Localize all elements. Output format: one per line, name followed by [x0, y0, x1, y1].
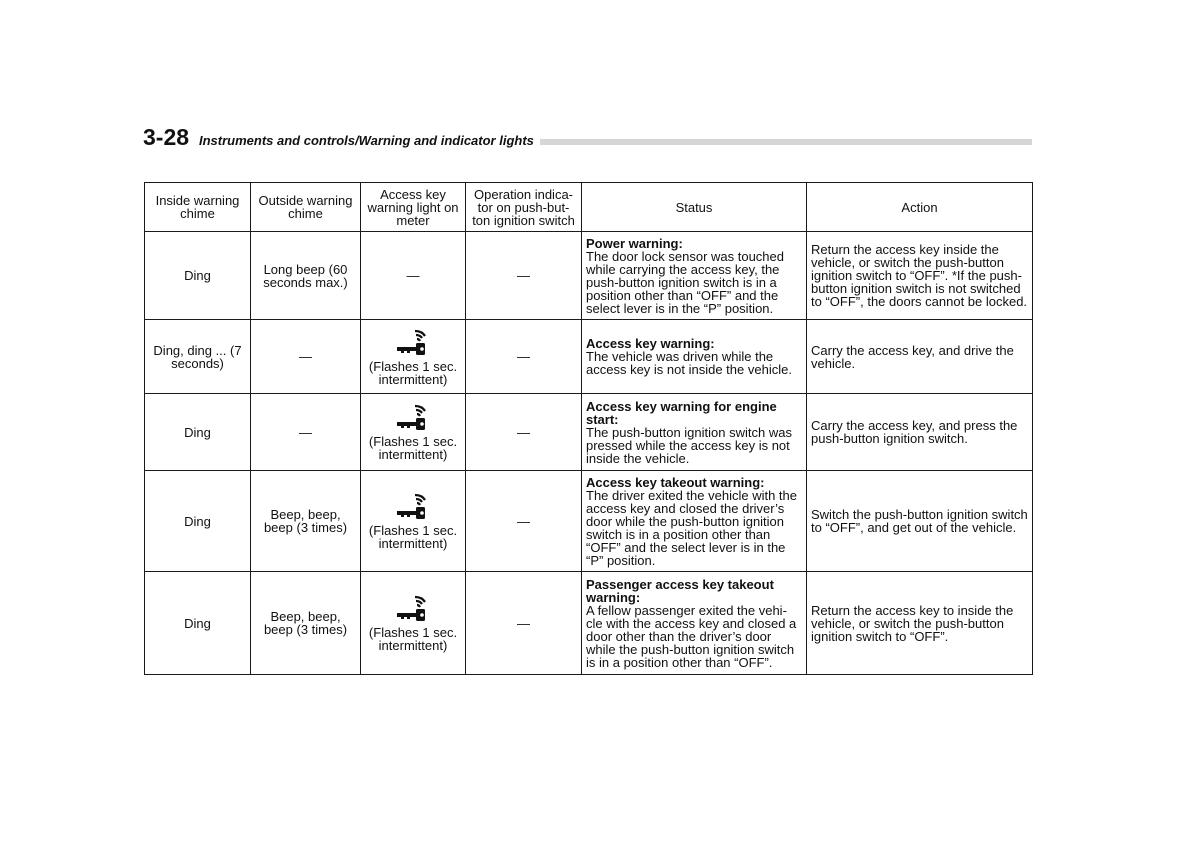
- status-text: The push-button ignition switch was pressed while the access key is not inside the vehicle.: [586, 424, 792, 466]
- status-title: Access key warning for engine start:: [586, 398, 777, 427]
- status-text: The door lock sensor was touched while carrying the access key, the push-button ignition switch is in a position other than “OFF” and the select lever is in the “P” position.: [586, 248, 784, 316]
- cell-status: [582, 320, 807, 394]
- cell-action: Return the access key inside the vehicle, or switch the push-button ignition switch to “OFF”. *If the push-button ignition switch is not switched to “OFF”, the doors cannot be locked.: [807, 232, 1033, 320]
- cell-status: [582, 471, 807, 572]
- cell-inside-chime: Ding, ding ... (7 seconds): [145, 320, 251, 394]
- cell-inside-chime: Ding: [145, 232, 251, 320]
- cell-action: Switch the push-button ignition switch to “OFF”, and get out of the vehicle.: [807, 471, 1033, 572]
- cell-outside-chime: —: [251, 320, 361, 394]
- status-text: The vehicle was driven while the access key is not inside the vehicle.: [586, 349, 792, 377]
- access-key-warning-icon: [395, 492, 431, 520]
- status-text: A fellow passenger exited the vehi- cle with the access key and closed a door other than the driver’s door while the push-button ignition switch is in a position other than “OFF”.: [586, 602, 797, 670]
- column-header-inside-chime: Inside warning chime: [145, 183, 251, 232]
- table-row: [145, 572, 1033, 675]
- access-key-warning-icon: [395, 328, 431, 356]
- flash-note: (Flashes 1 sec. intermittent): [368, 434, 458, 462]
- cell-operation-indicator: —: [466, 320, 582, 394]
- status-title: Power warning:: [586, 235, 683, 251]
- cell-operation-indicator: —: [466, 232, 582, 320]
- access-key-warning-icon: [395, 403, 431, 431]
- section-title: Instruments and controls/Warning and indicator lights: [199, 133, 540, 148]
- column-header-operation-indicator: Operation indica- tor on push-but- ton ignition switch: [466, 183, 582, 232]
- flash-note: (Flashes 1 sec. intermittent): [368, 625, 458, 653]
- cell-warning-light: [361, 320, 466, 394]
- cell-operation-indicator: —: [466, 572, 582, 675]
- cell-status: [582, 394, 807, 471]
- status-text: The driver exited the vehicle with the access key and closed the driver’s door while the push-button ignition switch is in a position other than “OFF” and the select lever is in the “P” position.: [586, 487, 797, 568]
- table-header-row: [145, 183, 1033, 232]
- cell-inside-chime: Ding: [145, 394, 251, 471]
- cell-operation-indicator: —: [466, 471, 582, 572]
- cell-warning-light: [361, 394, 466, 471]
- status-title: Access key takeout warning:: [586, 474, 765, 490]
- cell-inside-chime: Ding: [145, 471, 251, 572]
- cell-outside-chime: Beep, beep, beep (3 times): [251, 572, 361, 675]
- table-row: [145, 471, 1033, 572]
- cell-warning-light: —: [361, 232, 466, 320]
- cell-warning-light: [361, 471, 466, 572]
- column-header-action: Action: [807, 183, 1033, 232]
- cell-action: Carry the access key, and drive the vehicle.: [807, 320, 1033, 394]
- page-number: 3-28: [143, 124, 199, 151]
- cell-action: Carry the access key, and press the push-button ignition switch.: [807, 394, 1033, 471]
- status-title: Passenger access key takeout warning:: [586, 576, 774, 605]
- cell-operation-indicator: —: [466, 394, 582, 471]
- table-row: [145, 320, 1033, 394]
- page-header: [143, 124, 1032, 152]
- column-header-warning-light: Access key warning light on meter: [361, 183, 466, 232]
- cell-status: [582, 572, 807, 675]
- column-header-outside-chime: Outside warning chime: [251, 183, 361, 232]
- cell-outside-chime: Long beep (60 seconds max.): [251, 232, 361, 320]
- cell-inside-chime: Ding: [145, 572, 251, 675]
- column-header-status: Status: [582, 183, 807, 232]
- cell-outside-chime: —: [251, 394, 361, 471]
- access-key-warning-icon: [395, 594, 431, 622]
- cell-status: [582, 232, 807, 320]
- warning-table: [144, 182, 1033, 675]
- status-title: Access key warning:: [586, 336, 715, 351]
- table-row: [145, 394, 1033, 471]
- cell-outside-chime: Beep, beep, beep (3 times): [251, 471, 361, 572]
- flash-note: (Flashes 1 sec. intermittent): [368, 523, 458, 551]
- cell-action: Return the access key to inside the vehicle, or switch the push-button ignition switch to “OFF”.: [807, 572, 1033, 675]
- cell-warning-light: [361, 572, 466, 675]
- table-row: [145, 232, 1033, 320]
- flash-note: (Flashes 1 sec. intermittent): [368, 358, 458, 387]
